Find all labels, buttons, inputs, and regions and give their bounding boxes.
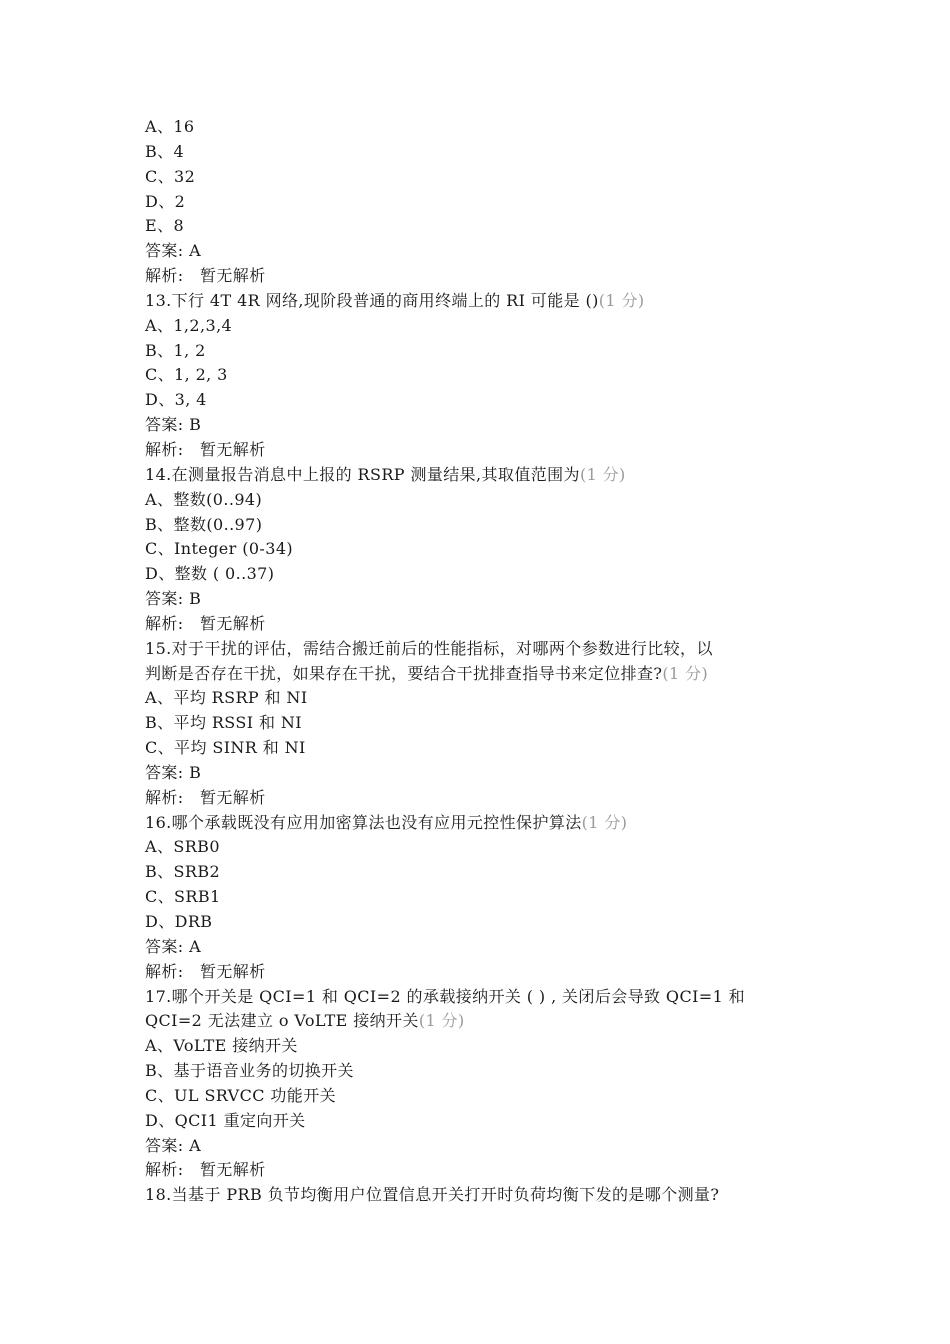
option-e: E、8 xyxy=(145,216,185,236)
option-c: C、32 xyxy=(145,166,196,186)
score-label: (1 分) xyxy=(579,464,626,484)
answer: 答案: B xyxy=(145,415,202,435)
analysis: 解析: 暂无解析 xyxy=(145,787,266,807)
option-d: D、DRB xyxy=(145,912,213,931)
option-d: D、3, 4 xyxy=(145,390,207,410)
option-a: A、VoLTE 接纳开关 xyxy=(145,1036,298,1056)
option-a: A、整数(0..94) xyxy=(145,489,263,509)
analysis: 解析: 暂无解析 xyxy=(145,1160,266,1180)
question-text: QCI=2 无法建立 o VoLTE 接纳开关 xyxy=(145,1011,419,1031)
answer: 答案: B xyxy=(145,589,202,609)
option-a: A、平均 RSRP 和 NI xyxy=(145,688,308,708)
question-13-stem xyxy=(145,289,825,314)
question-15-stem-line1: 15.对于干扰的评估，需结合搬迁前后的性能指标，对哪两个参数进行比较，以 xyxy=(145,638,713,658)
document-body xyxy=(145,115,825,1208)
option-c: C、UL SRVCC 功能开关 xyxy=(145,1085,337,1105)
option-b: B、4 xyxy=(145,141,185,161)
question-text: 16.哪个承载既没有应用加密算法也没有应用元控性保护算法 xyxy=(145,812,582,832)
option-d: D、2 xyxy=(145,191,186,211)
option-b: B、1, 2 xyxy=(145,340,206,360)
answer: 答案: B xyxy=(145,762,202,782)
question-14-stem xyxy=(145,463,825,488)
option-b: B、SRB2 xyxy=(145,862,221,882)
question-16-stem xyxy=(145,811,825,836)
option-c: C、1, 2, 3 xyxy=(145,365,228,385)
option-a: A、SRB0 xyxy=(145,837,220,857)
question-17-stem-line1: 17.哪个开关是 QCI=1 和 QCI=2 的承载接纳开关 ( ) , 关闭后会导致 QCI=1 和 xyxy=(145,986,746,1006)
option-d: D、整数 ( 0..37) xyxy=(145,564,275,584)
option-d: D、QCI1 重定向开关 xyxy=(145,1110,306,1130)
score-label: (1 分) xyxy=(598,290,645,310)
option-b: B、平均 RSSI 和 NI xyxy=(145,713,302,733)
answer: 答案: A xyxy=(145,1135,202,1155)
answer: 答案: A xyxy=(145,936,202,956)
analysis: 解析: 暂无解析 xyxy=(145,961,266,981)
answer: 答案: A xyxy=(145,241,202,261)
score-label: (1 分) xyxy=(418,1011,465,1031)
option-c: C、SRB1 xyxy=(145,887,221,907)
analysis: 解析: 暂无解析 xyxy=(145,439,266,459)
score-label: (1 分) xyxy=(662,663,709,683)
question-text: 14.在测量报告消息中上报的 RSRP 测量结果,其取值范围为 xyxy=(145,464,580,484)
question-17-stem-line2 xyxy=(145,1009,825,1034)
option-a: A、16 xyxy=(145,117,195,136)
question-18-stem: 18.当基于 PRB 负节均衡用户位置信息开关打开时负荷均衡下发的是哪个测量? xyxy=(145,1185,720,1205)
option-c: C、Integer (0-34) xyxy=(145,539,294,559)
analysis: 解析: 暂无解析 xyxy=(145,613,266,633)
question-15-stem-line2 xyxy=(145,662,825,687)
option-b: B、整数(0..97) xyxy=(145,514,263,534)
question-text: 13.下行 4T 4R 网络,现阶段普通的商用终端上的 RI 可能是 () xyxy=(145,290,599,310)
option-c: C、平均 SINR 和 NI xyxy=(145,738,306,758)
option-b: B、基于语音业务的切换开关 xyxy=(145,1061,354,1081)
question-text: 判断是否存在干扰，如果存在干扰，要结合干扰排查指导书来定位排查? xyxy=(145,663,663,683)
score-label: (1 分) xyxy=(581,812,628,832)
option-a: A、1,2,3,4 xyxy=(145,315,233,335)
analysis: 解析: 暂无解析 xyxy=(145,266,266,286)
